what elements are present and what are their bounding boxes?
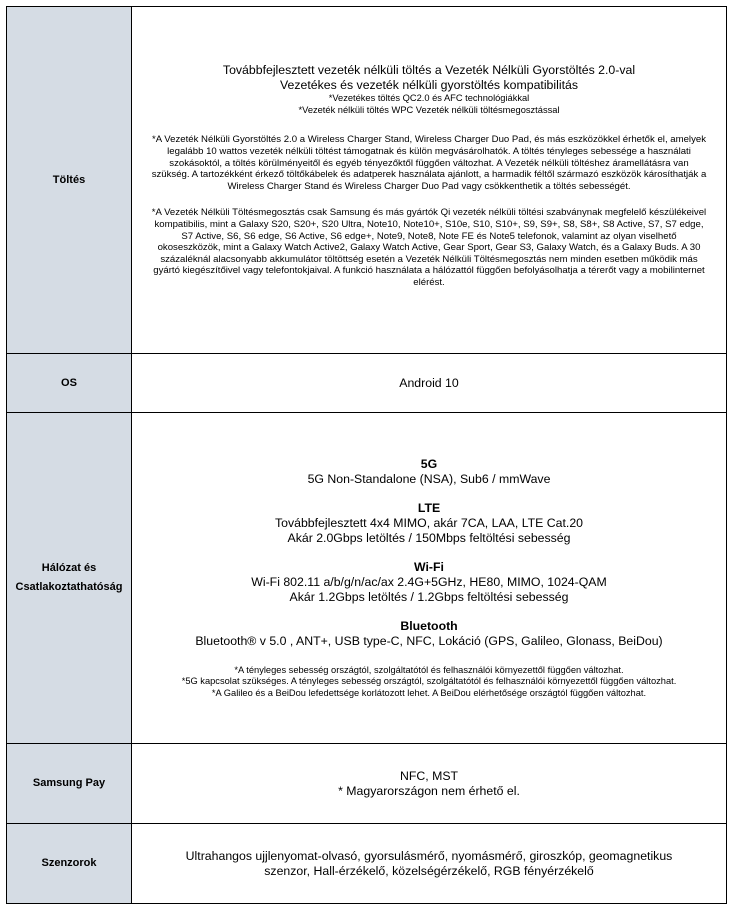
samsung-pay-line-1: NFC, MST: [399, 768, 459, 783]
group-line: Továbbfejlesztett 4x4 MIMO, akár 7CA, LAA, LTE Cat.20: [274, 515, 583, 530]
group-title: LTE: [417, 500, 441, 515]
network-note-1: *A tényleges sebesség országtól, szolgáltatótól és felhasználói környezettől függően változhat.: [234, 664, 624, 675]
os-value: Android 10: [399, 376, 459, 390]
row-label-network: Hálózat és Csatlakoztathatóság: [7, 413, 132, 744]
charging-line-2: Vezetékes és vezeték nélküli gyorstöltés kompatibilitás: [279, 78, 578, 93]
group-title: 5G: [420, 456, 438, 471]
group-line: Akár 1.2Gbps letöltés / 1.2Gbps feltöltési sebesség: [289, 589, 569, 604]
network-group-lte: [142, 501, 716, 546]
spec-row-samsung-pay: [7, 744, 727, 824]
network-group-5g: [142, 457, 716, 487]
sensors-value: Ultrahangos ujjlenyomat-olvasó, gyorsulásmérő, nyomásmérő, giroszkóp, geomagnetikus szenzor, Hall-érzékelő, közelségérzékelő, RGB fényérzékelő: [185, 848, 673, 878]
row-content-charging: [132, 7, 727, 354]
network-note-3: *A Galileo és a BeiDou lefedettsége korlátozott lehet. A BeiDou elérhetősége országtól függően változhat.: [211, 687, 647, 698]
group-title: Bluetooth: [400, 618, 458, 633]
network-group-bluetooth: [142, 619, 716, 649]
row-content-os: [132, 354, 727, 413]
row-content-samsung-pay: [132, 744, 727, 824]
spec-table: [6, 6, 727, 904]
spec-row-charging: [7, 7, 727, 354]
charging-note-1: *A Vezeték Nélküli Gyorstöltés 2.0 a Wireless Charger Stand, Wireless Charger Duo Pad, és más eszközökkel érhetők el, amelyek legalább 10 wattos vezeték nélküli töltést támogatnak és külön megvásárolhatók. A töltés tényleges sebessége a használati szokásoktól, a töltés körülményeitől és egyéb tényezőktől függően változhat. A Vezeték nélküli töltéshez áramellátásra van szükség. A tartozékként érkező töltőkábelek és adatperek használata ajánlott, a harmadik féltől származó eszközök károsíthatják a Wireless Charger Stand és Wireless Charger Duo Pad vagy csökkenthetik a töltés sebességét.: [151, 134, 707, 192]
group-line: Wi-Fi 802.11 a/b/g/n/ac/ax 2.4G+5GHz, HE80, MIMO, 1024-QAM: [251, 574, 607, 589]
row-content-network: [132, 413, 727, 744]
row-label-sensors: Szenzorok: [7, 824, 132, 904]
spec-row-sensors: [7, 824, 727, 904]
charging-note-2: *A Vezeték Nélküli Töltésmegosztás csak Samsung és más gyártók Qi vezeték nélküli töltési szabványnak megfelelő készülékeivel kompatibilis, mint a Galaxy S20, S20+, S20 Ultra, Note10, Note10+, S10e, S10, S10+, S9, S9+, S8, S8+, S8 Active, S7, S7 edge, S7 Active, S6, S6 edge, S6 Active, S6 edge+, Note9, Note8, Note FE és Note5 telefonok, valamint az olyan viselhető okoseszközök, mint a Galaxy Watch Active2, Galaxy Watch Active, Gear Sport, Gear S3, Galaxy Watch, és a Galaxy Buds. A 30 százaléknál alacsonyabb akkumulátor töltöttség esetén a Vezeték Nélküli Töltésmegosztás nem minden esetben működik más gyártó kiegészítőivel vagy telefontokjaival. A funkció használata a hálózattól függően befolyásolhatja a térerőt vagy a mobilinternet elérést.: [151, 207, 707, 288]
group-line: 5G Non-Standalone (NSA), Sub6 / mmWave: [307, 471, 551, 486]
row-label-os: OS: [7, 354, 132, 413]
group-line: Bluetooth® v 5.0 , ANT+, USB type-C, NFC, Lokáció (GPS, Galileo, Glonass, BeiDou): [195, 633, 663, 648]
row-label-samsung-pay: Samsung Pay: [7, 744, 132, 824]
network-group-wifi: [142, 560, 716, 605]
charging-line-3: *Vezetékes töltés QC2.0 és AFC technológiákkal: [328, 93, 530, 104]
charging-line-4: *Vezeték nélküli töltés WPC Vezeték nélküli töltésmegosztással: [298, 104, 560, 115]
row-content-sensors: [132, 824, 727, 904]
spec-row-network: [7, 413, 727, 744]
group-title: Wi-Fi: [414, 559, 444, 574]
network-note-2: *5G kapcsolat szükséges. A tényleges sebesség országtól, szolgáltatótól és felhasználói környezettől függően változhat.: [181, 676, 677, 687]
charging-line-1: Továbbfejlesztett vezeték nélküli töltés a Vezeték Nélküli Gyorstöltés 2.0-val: [222, 63, 636, 78]
group-line: Akár 2.0Gbps letöltés / 150Mbps feltöltési sebesség: [287, 530, 571, 545]
row-label-charging: Töltés: [7, 7, 132, 354]
spec-row-os: [7, 354, 727, 413]
samsung-pay-line-2: * Magyarországon nem érhető el.: [338, 783, 520, 798]
